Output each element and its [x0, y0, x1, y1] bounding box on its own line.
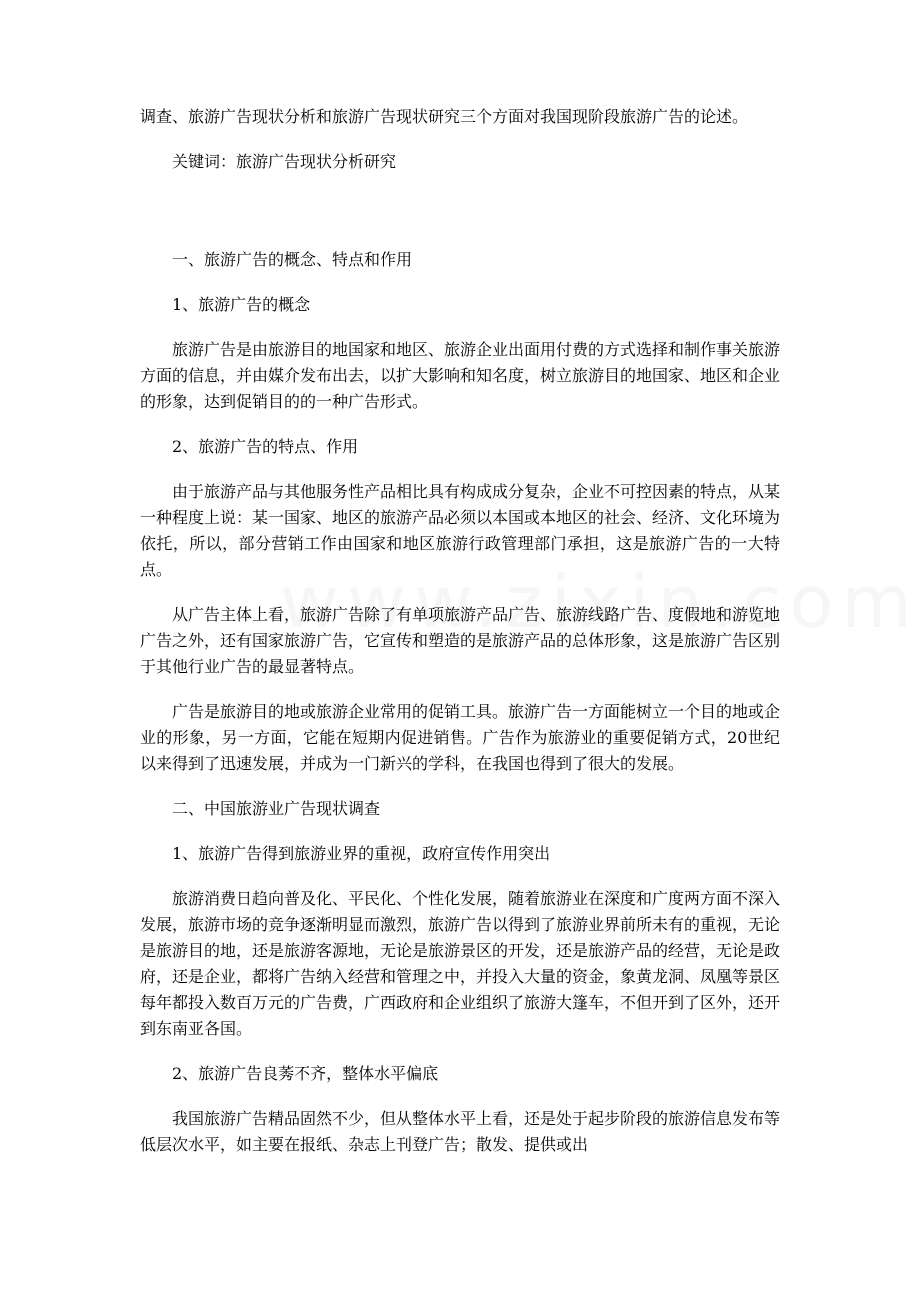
paragraph: 由于旅游产品与其他服务性产品相比具有构成成分复杂，企业不可控因素的特点，从某一种程度上说：某一国家、地区的旅游产品必须以本国或本地区的社会、经济、文化环境为依托，所以，部分营销工作由国家和地区旅游行政管理部门承担，这是旅游广告的一大特点。: [140, 482, 781, 579]
paragraph: 我国旅游广告精品固然不少，但从整体水平上看，还是处于起步阶段的旅游信息发布等低层次水平，如主要在报纸、杂志上刊登广告；散发、提供或出: [140, 1109, 781, 1154]
subsection-heading-2-2: 2、旅游广告良莠不齐，整体水平偏底: [172, 1064, 439, 1083]
section-heading-1: 一、旅游广告的概念、特点和作用: [172, 250, 413, 269]
keywords: 关键词：旅游广告现状分析研究: [172, 152, 397, 171]
subsection-heading-2-1: 1、旅游广告得到旅游业界的重视，政府宣传作用突出: [172, 844, 551, 863]
section-heading-2: 二、中国旅游业广告现状调查: [172, 799, 381, 818]
paragraph: 旅游广告是由旅游目的地国家和地区、旅游企业出面用付费的方式选择和制作事关旅游方面的信息，并由媒介发布出去，以扩大影响和知名度，树立旅游目的地国家、地区和企业的形象，达到促销目的的一种广告形式。: [140, 340, 781, 411]
paragraph: 广告是旅游目的地或旅游企业常用的促销工具。旅游广告一方面能树立一个目的地或企业的形象，另一方面，它能在短期内促进销售。广告作为旅游业的重要促销方式，20世纪以来得到了迅速发展，并成为一门新兴的学科，在我国也得到了很大的发展。: [140, 702, 781, 773]
paragraph: 旅游消费日趋向普及化、平民化、个性化发展，随着旅游业在深度和广度两方面不深入发展，旅游市场的竞争逐渐明显而激烈，旅游广告以得到了旅游业界前所未有的重视，无论是旅游目的地，还是旅游客源地，无论是旅游景区的开发，还是旅游产品的经营，无论是政府，还是企业，都将广告纳入经营和管理之中，并投入大量的资金，象黄龙洞、凤凰等景区每年都投入数百万元的广告费，广西政府和企业组织了旅游大篷车，不但开到了区外，还开到东南亚各国。: [140, 889, 781, 1038]
document-body: [140, 104, 780, 1158]
subsection-heading-1-1: 1、旅游广告的概念: [172, 295, 311, 314]
subsection-heading-1-2: 2、旅游广告的特点、作用: [172, 437, 359, 456]
paragraph-abstract-end: 调查、旅游广告现状分析和旅游广告现状研究三个方面对我国现阶段旅游广告的论述。: [140, 107, 749, 126]
paragraph: 从广告主体上看，旅游广告除了有单项旅游产品广告、旅游线路广告、度假地和游览地广告之外，还有国家旅游广告，它宣传和塑造的是旅游产品的总体形象，这是旅游广告区别于其他行业广告的最显著特点。: [140, 605, 781, 676]
